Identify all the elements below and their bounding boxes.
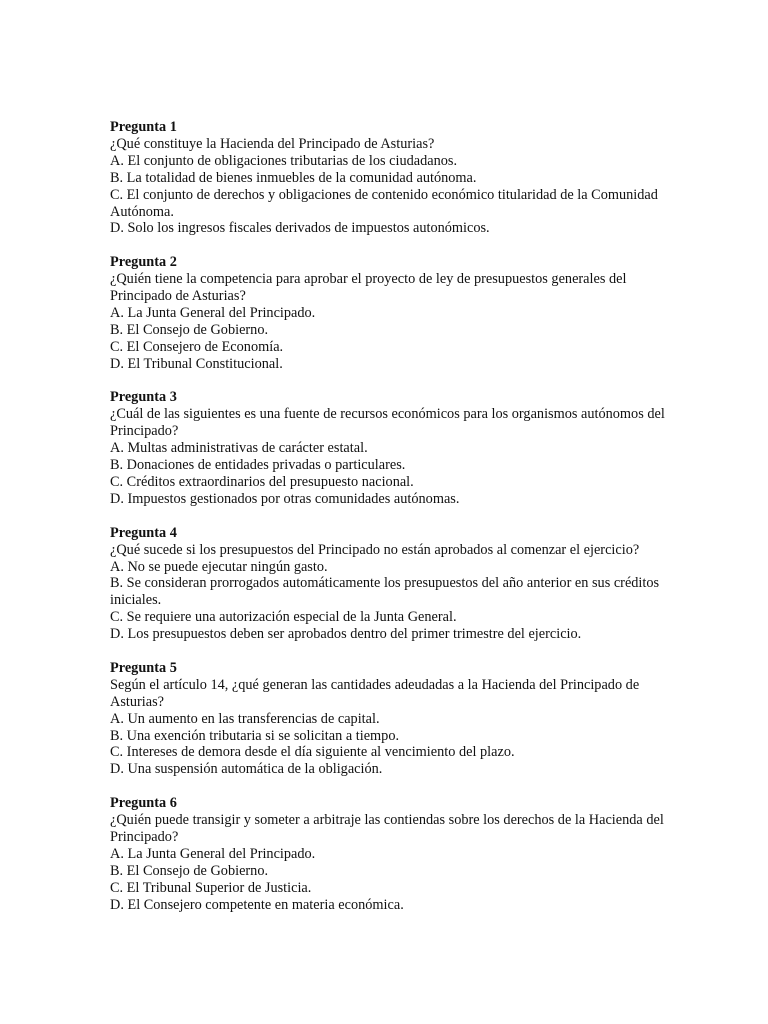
answer-option: D. Solo los ingresos fiscales derivados de impuestos autonómicos.: [110, 220, 490, 237]
answer-option: A. Multas administrativas de carácter estatal.: [110, 440, 368, 457]
answer-option: A. La Junta General del Principado.: [110, 304, 316, 321]
answer-option: D. El Consejero competente en materia económica.: [110, 896, 404, 913]
answer-option: A. La Junta General del Principado.: [110, 845, 316, 862]
answer-option: C. Créditos extraordinarios del presupuesto nacional.: [110, 474, 414, 490]
question-text: Según el artículo 14, ¿qué generan las cantidades adeudadas a la Hacienda del Principado de Asturias?: [110, 676, 640, 710]
question-text: ¿Qué sucede si los presupuestos del Principado no están aprobados al comenzar el ejercicio?: [110, 541, 640, 558]
answer-option: C. El conjunto de derechos y obligaciones de contenido económico titularidad de la Comunidad Autónoma.: [110, 186, 658, 220]
document-page: [110, 119, 670, 930]
question-block: [110, 795, 670, 913]
answer-option: D. El Tribunal Constitucional.: [110, 355, 283, 372]
question-title: Pregunta 4: [110, 524, 177, 541]
answer-option: A. El conjunto de obligaciones tributarias de los ciudadanos.: [110, 152, 458, 169]
question-block: [110, 525, 670, 643]
question-title: Pregunta 5: [110, 659, 177, 676]
question-title: Pregunta 3: [110, 389, 177, 406]
question-title: Pregunta 1: [110, 119, 177, 135]
answer-option: C. El Tribunal Superior de Justicia.: [110, 879, 312, 896]
question-text: ¿Qué constituye la Hacienda del Principado de Asturias?: [110, 135, 435, 152]
answer-option: D. Los presupuestos deben ser aprobados dentro del primer trimestre del ejercicio.: [110, 626, 582, 643]
answer-option: B. El Consejo de Gobierno.: [110, 321, 269, 338]
question-text: ¿Quién puede transigir y someter a arbitraje las contiendas sobre los derechos de la Hacienda del Principado?: [110, 812, 664, 845]
answer-option: A. No se puede ejecutar ningún gasto.: [110, 558, 328, 575]
answer-option: B. El Consejo de Gobierno.: [110, 862, 269, 879]
answer-option: C. El Consejero de Economía.: [110, 338, 284, 355]
answer-option: C. Intereses de demora desde el día siguiente al vencimiento del plazo.: [110, 744, 515, 761]
question-text: ¿Cuál de las siguientes es una fuente de recursos económicos para los organismos autónomos del Principado?: [110, 406, 665, 440]
answer-option: C. Se requiere una autorización especial de la Junta General.: [110, 609, 457, 626]
answer-option: B. Se consideran prorrogados automáticamente los presupuestos del año anterior en sus créditos iniciales.: [110, 575, 660, 609]
question-title: Pregunta 6: [110, 795, 177, 812]
answer-option: B. Una exención tributaria si se solicitan a tiempo.: [110, 727, 400, 744]
question-title: Pregunta 2: [110, 254, 177, 271]
question-block: [110, 389, 670, 507]
question-block: [110, 119, 670, 237]
answer-option: B. La totalidad de bienes inmuebles de la comunidad autónoma.: [110, 169, 477, 186]
question-text: ¿Quién tiene la competencia para aprobar el proyecto de ley de presupuestos generales del Principado de Asturias?: [110, 271, 627, 305]
answer-option: D. Una suspensión automática de la obligación.: [110, 761, 383, 778]
answer-option: A. Un aumento en las transferencias de capital.: [110, 710, 380, 727]
answer-option: B. Donaciones de entidades privadas o particulares.: [110, 457, 406, 474]
question-block: [110, 660, 670, 778]
answer-option: D. Impuestos gestionados por otras comunidades autónomas.: [110, 490, 460, 507]
question-block: [110, 254, 670, 372]
